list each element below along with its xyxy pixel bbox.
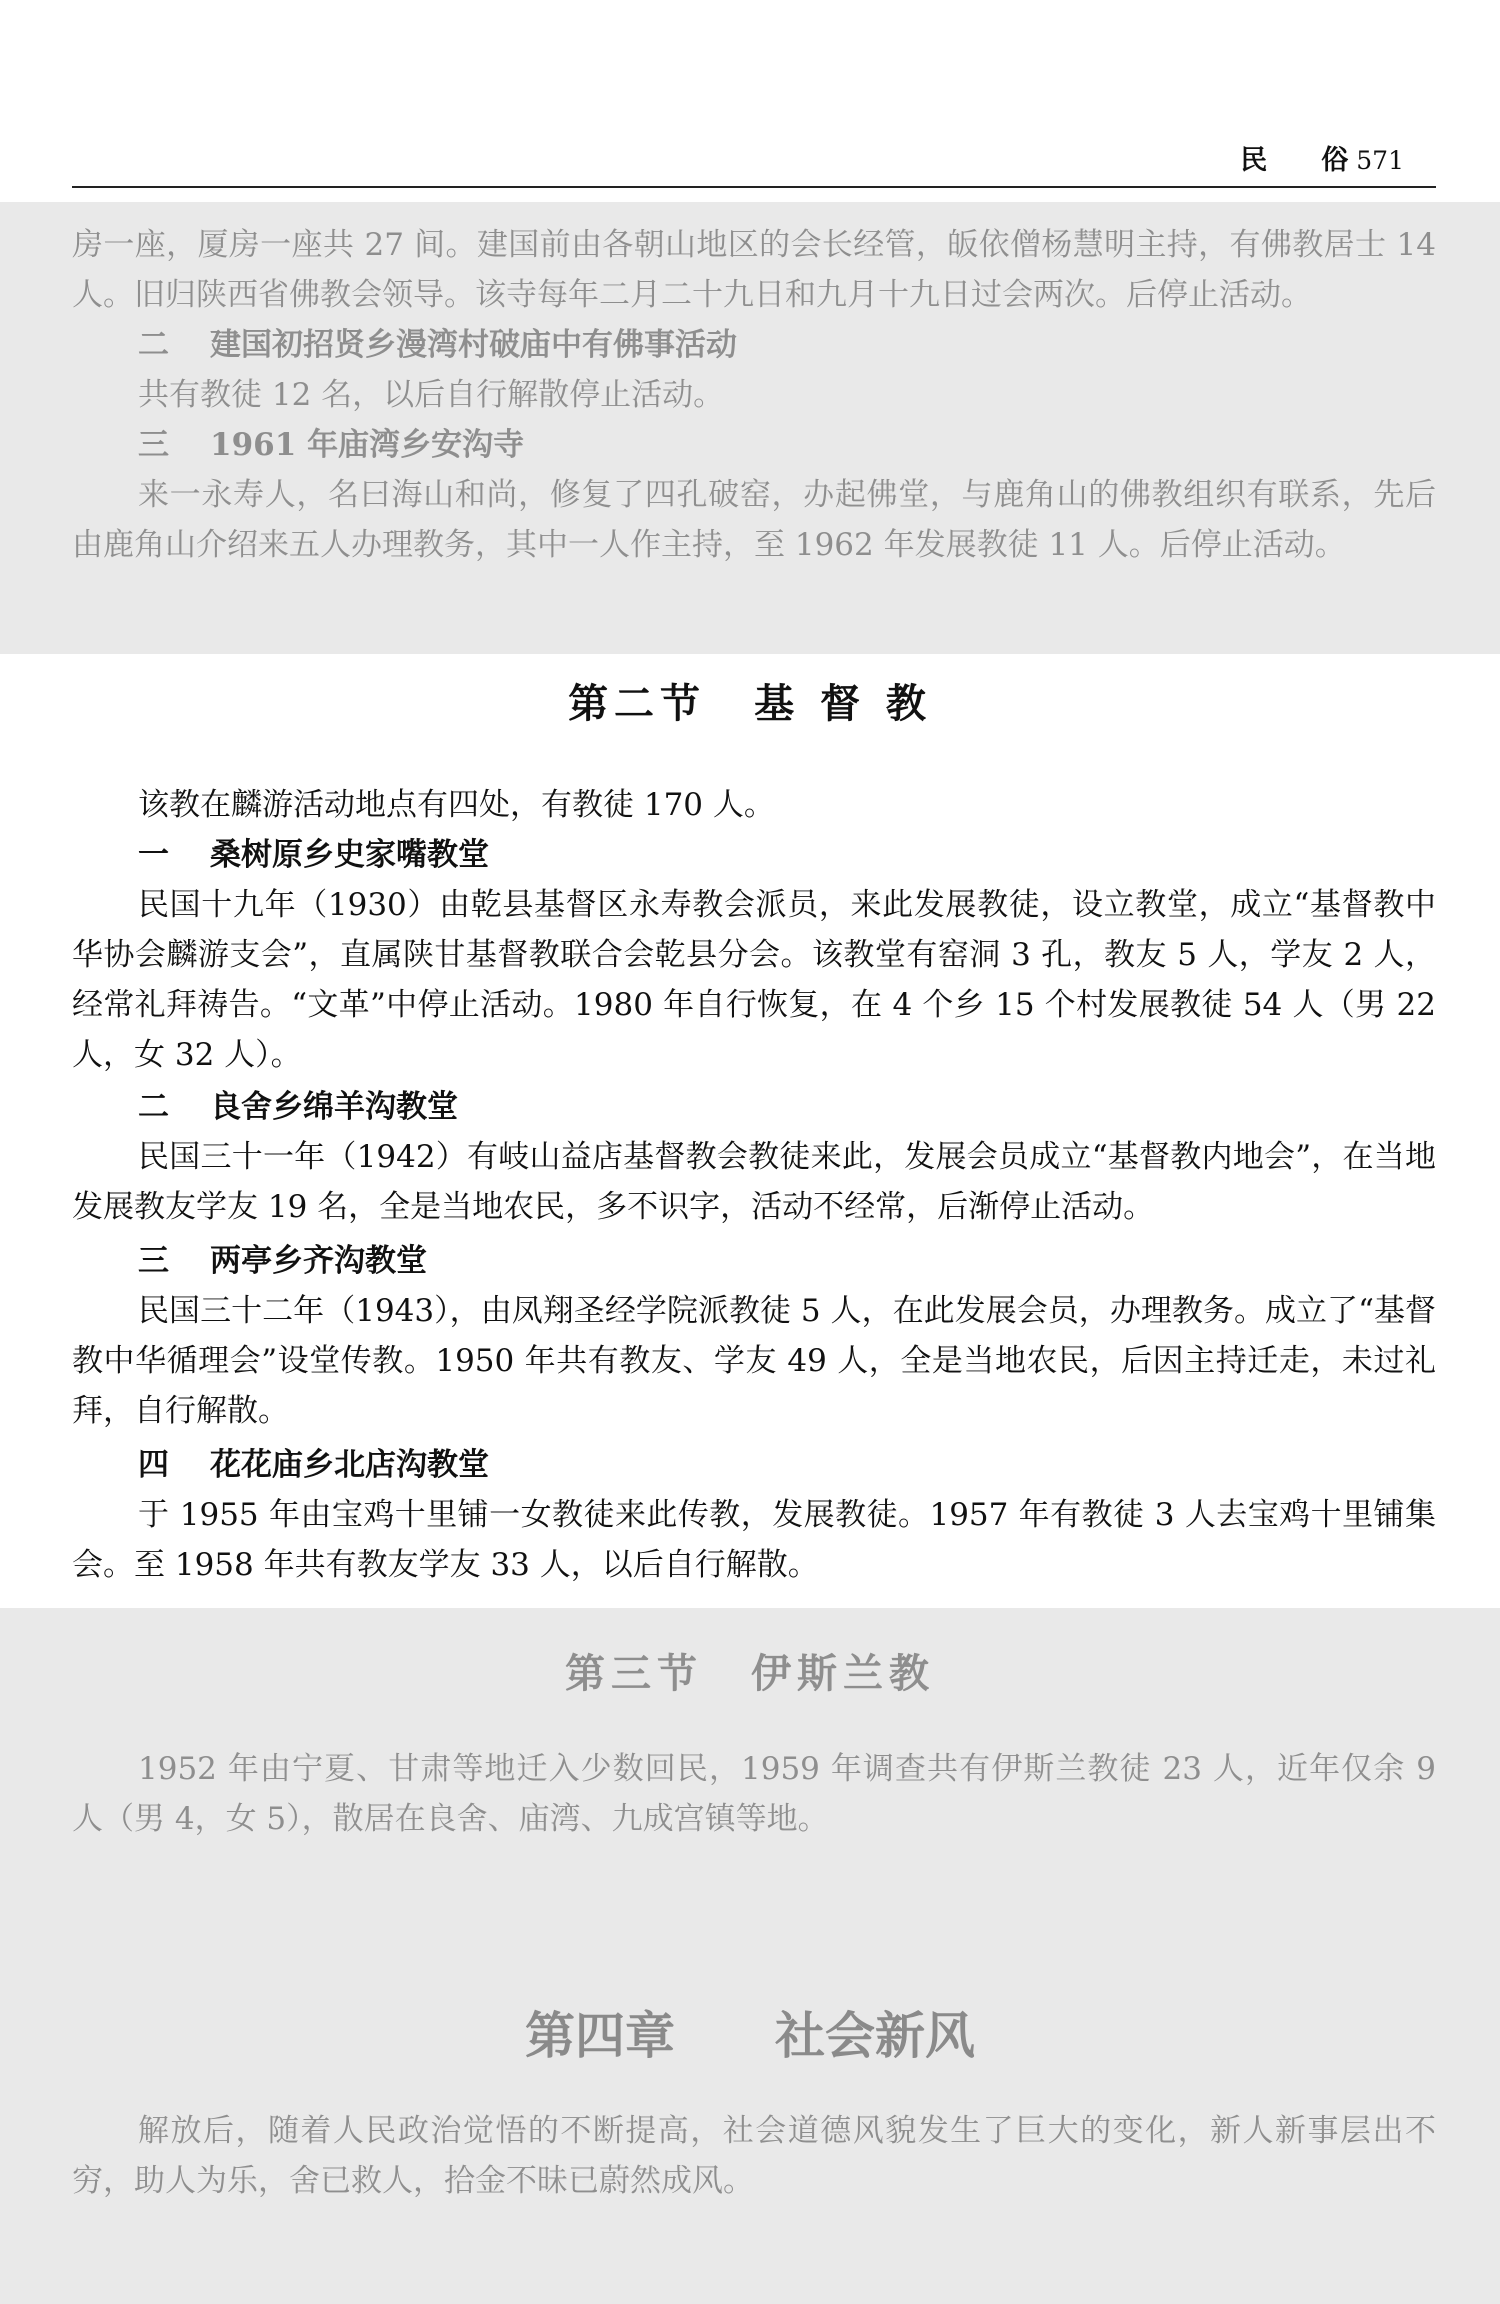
buddhism-subhead-3 [138, 420, 524, 470]
church-para-2: 民国三十一年（1942）有岐山益店基督教会教徒来此，发展会员成立“基督教内地会”，在当地发展教友学友 19 名，全是当地农民，多不识字，活动不经常，后渐停止活动。 [72, 1139, 1436, 1225]
buddhism-para-3: 来一永寿人，名曰海山和尚，修复了四孔破窑，办起佛堂，与鹿角山的佛教组织有联系，先后由鹿角山介绍来五人办理教务，其中一人作主持，至 1962 年发展教徒 11 人。后停止活动。 [72, 477, 1436, 563]
subhead-title: 建国初招贤乡漫湾村破庙中有佛事活动 [210, 327, 737, 363]
buddhism-subhead-2 [138, 320, 737, 370]
section-title-main: 伊斯兰教 [751, 1650, 935, 1697]
buddhism-para-1: 房一座，厦房一座共 27 间。建国前由各朝山地区的会长经管，皈依僧杨慧明主持，有佛教居士 14 人。旧归陕西省佛教会领导。该寺每年二月二十九日和九月十九日过会两次。后停止活动。 [72, 227, 1436, 313]
header-section-char1: 民 [1240, 145, 1268, 176]
section-title-prefix: 第三节 [565, 1650, 703, 1697]
subhead-title: 1961 年庙湾乡安沟寺 [210, 427, 525, 463]
subhead-title: 两亭乡齐沟教堂 [210, 1243, 427, 1279]
running-header [72, 130, 1436, 188]
section-title-islam [0, 1642, 1500, 1699]
header-text [1240, 138, 1404, 177]
subhead-title: 花花庙乡北店沟教堂 [210, 1447, 489, 1483]
chapter-title-prefix: 第四章 [525, 2007, 675, 2065]
church-subhead-4 [138, 1440, 489, 1490]
buddhism-para-2: 共有教徒 12 名，以后自行解散停止活动。 [138, 377, 725, 413]
islam-para: 1952 年由宁夏、甘肃等地迁入少数回民，1959 年调查共有伊斯兰教徒 23 人，近年仅余 9 人（男 4，女 5），散居在良舍、庙湾、九成宫镇等地。 [72, 1751, 1436, 1837]
church-subhead-2 [138, 1082, 458, 1132]
subhead-number: 四 [138, 1447, 169, 1483]
christianity-intro: 该教在麟游活动地点有四处，有教徒 170 人。 [138, 787, 775, 823]
church-subhead-3 [138, 1236, 427, 1286]
subhead-number: 一 [138, 837, 169, 873]
header-section-char2: 俗 [1321, 145, 1349, 176]
section-title-christianity [0, 672, 1500, 729]
church-para-3: 民国三十二年（1943），由凤翔圣经学院派教徒 5 人，在此发展会员，办理教务。成立了“基督教中华循理会”设堂传教。1950 年共有教友、学友 49 人，全是当地农民，后因主持迁走，未过礼拜，自行解散。 [72, 1293, 1436, 1429]
subhead-number: 二 [138, 1089, 169, 1125]
chapter-title-main: 社会新风 [775, 2007, 975, 2065]
section-title-prefix: 第二节 [568, 680, 707, 727]
section-title-main: 基 督 教 [754, 680, 932, 727]
page-number: 571 [1356, 146, 1404, 175]
subhead-title: 桑树原乡史家嘴教堂 [210, 837, 489, 873]
church-para-4: 于 1955 年由宝鸡十里铺一女教徒来此传教，发展教徒。1957 年有教徒 3 人去宝鸡十里铺集会。至 1958 年共有教友学友 33 人，以后自行解散。 [72, 1497, 1436, 1583]
subhead-title: 良舍乡绵羊沟教堂 [210, 1089, 458, 1125]
subhead-number: 二 [138, 327, 169, 363]
chapter4-para: 解放后，随着人民政治觉悟的不断提高，社会道德风貌发生了巨大的变化，新人新事层出不穷，助人为乐，舍已救人，拾金不昧已蔚然成风。 [72, 2113, 1436, 2199]
chapter-title [0, 1996, 1500, 2068]
church-para-1: 民国十九年（1930）由乾县基督区永寿教会派员，来此发展教徒，设立教堂，成立“基督教中华协会麟游支会”，直属陕甘基督教联合会乾县分会。该教堂有窑洞 3 孔，教友 5 人，学友 2 人，经常礼拜祷告。“文革”中停止活动。1980 年自行恢复，在 4 个乡 15 个村发展教徒 54 人（男 22 人，女 32 人）。 [72, 887, 1436, 1073]
subhead-number: 三 [138, 1243, 169, 1279]
church-subhead-1 [138, 830, 489, 880]
subhead-number: 三 [138, 427, 169, 463]
